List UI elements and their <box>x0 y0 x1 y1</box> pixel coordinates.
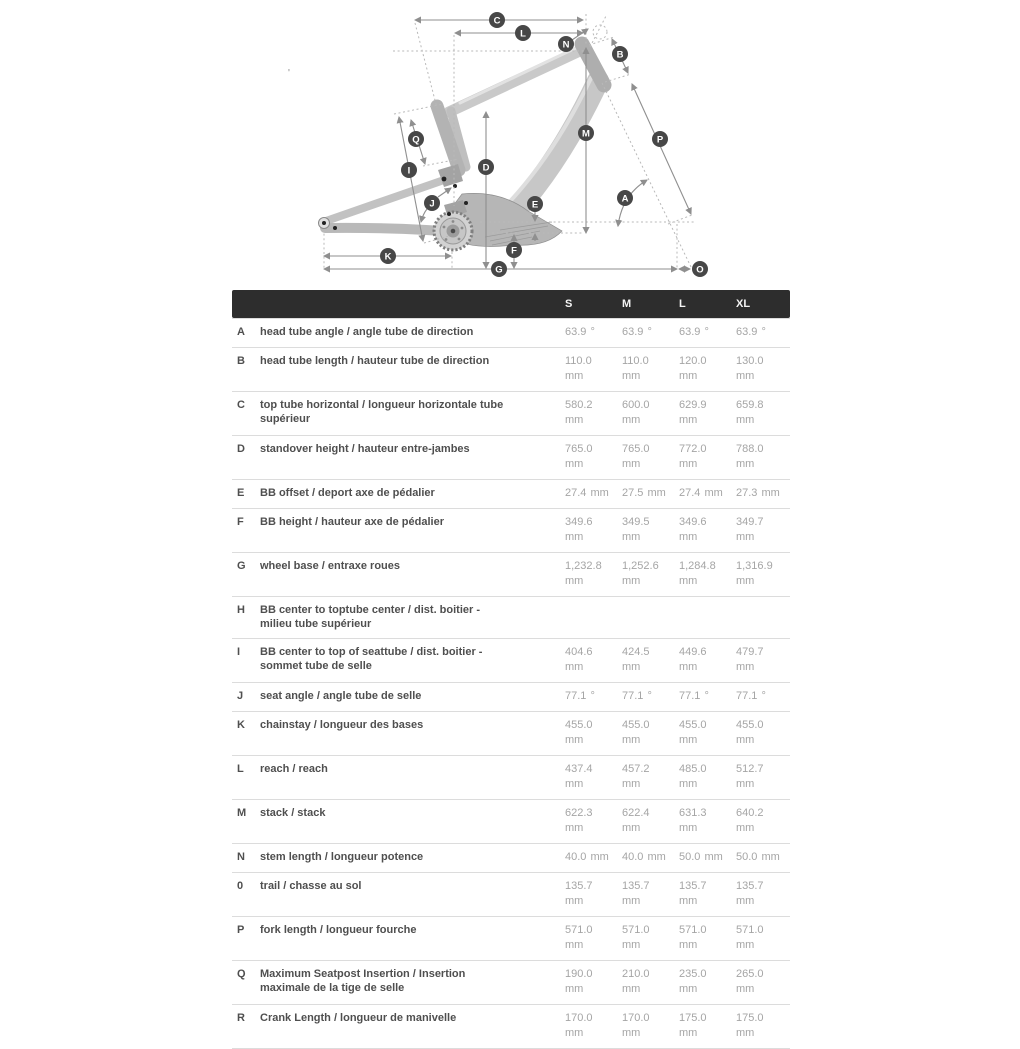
row-value-xl: 1,316.9 mm <box>736 560 773 587</box>
svg-text:Q: Q <box>412 134 420 146</box>
row-value-s: 404.6 mm <box>565 646 593 673</box>
row-letter: R <box>237 1012 245 1024</box>
geometry-table-header <box>232 290 790 318</box>
row-value-m: 77.1 ° <box>622 690 652 702</box>
row-value-l: 120.0 mm <box>679 355 707 382</box>
diagram-label-d <box>478 159 494 175</box>
row-value-l: 485.0 mm <box>679 763 707 790</box>
svg-text:G: G <box>495 264 503 276</box>
row-value-s: 622.3 mm <box>565 807 593 834</box>
row-value-m: 110.0 mm <box>622 355 649 382</box>
table-row <box>232 318 790 347</box>
svg-text:B: B <box>616 49 624 61</box>
row-value-xl: 479.7 mm <box>736 646 764 673</box>
table-row <box>232 435 790 479</box>
row-value-xl: 265.0 mm <box>736 968 764 995</box>
bike-geometry-diagram <box>0 0 1020 290</box>
row-value-l: 349.6 mm <box>679 516 707 543</box>
row-letter: J <box>237 690 244 702</box>
row-value-m: 40.0 mm <box>622 851 666 863</box>
row-value-l: 772.0 mm <box>679 443 707 470</box>
row-value-xl: 27.3 mm <box>736 487 780 499</box>
row-value-m: 210.0 mm <box>622 968 650 995</box>
handlebar-guide-circle <box>593 25 607 39</box>
row-value-s: 77.1 ° <box>565 690 595 702</box>
diagram-label-b <box>612 46 628 62</box>
row-description: stem length / longueur potence <box>260 851 424 863</box>
row-value-l: 135.7 mm <box>679 880 707 907</box>
row-letter: E <box>237 487 245 499</box>
row-value-l <box>679 603 736 631</box>
row-value-l: 449.6 mm <box>679 646 707 673</box>
table-row <box>232 843 790 872</box>
row-value-m: 1,252.6 mm <box>622 560 659 587</box>
table-row <box>232 479 790 508</box>
svg-text:J: J <box>429 198 435 210</box>
row-value-xl: 455.0 mm <box>736 719 764 746</box>
column-header-xl: XL <box>736 298 751 310</box>
row-value-m: 457.2 mm <box>622 763 650 790</box>
row-value-m: 349.5 mm <box>622 516 650 543</box>
chainring <box>434 212 472 250</box>
table-row <box>232 638 790 682</box>
row-value-m: 622.4 mm <box>622 807 650 834</box>
geometry-table <box>232 290 790 1049</box>
column-header-m: M <box>622 298 632 310</box>
row-value-xl: 349.7 mm <box>736 516 764 543</box>
row-value-s: 135.7 mm <box>565 880 593 907</box>
frame-silhouette <box>319 44 605 250</box>
seat-axis-guide <box>415 23 437 108</box>
row-letter: L <box>237 763 244 775</box>
table-row <box>232 508 790 552</box>
table-row <box>232 960 790 1004</box>
row-value-s: 40.0 mm <box>565 851 609 863</box>
row-value-l: 77.1 ° <box>679 690 709 702</box>
stray-mark: ' <box>288 68 290 79</box>
geometry-diagram-svg <box>0 0 1020 290</box>
row-value-s: 349.6 mm <box>565 516 593 543</box>
row-letter: 0 <box>237 880 244 892</box>
row-value-s: 765.0 mm <box>565 443 593 470</box>
fork-bottom-tick <box>668 215 692 224</box>
row-value-m <box>622 603 679 631</box>
row-value-l: 27.4 mm <box>679 487 723 499</box>
svg-text:O: O <box>696 264 704 276</box>
row-value-l: 629.9 mm <box>679 399 707 426</box>
table-row <box>232 711 790 755</box>
svg-text:N: N <box>562 39 570 51</box>
table-row <box>232 1004 790 1048</box>
svg-text:A: A <box>621 193 629 205</box>
row-description: fork length / longueur fourche <box>260 924 417 936</box>
row-letter: I <box>237 646 241 658</box>
row-value-s: 110.0 mm <box>565 355 592 382</box>
row-description: top tube horizontal / longueur horizontale tube supérieur <box>260 399 504 425</box>
row-value-xl: 135.7 mm <box>736 880 764 907</box>
diagram-label-c <box>489 12 505 28</box>
svg-text:I: I <box>407 165 411 177</box>
row-value-l: 455.0 mm <box>679 719 707 746</box>
table-row <box>232 682 790 711</box>
diagram-label-j <box>424 195 440 211</box>
row-value-m: 455.0 mm <box>622 719 650 746</box>
row-value-s: 571.0 mm <box>565 924 593 951</box>
row-value-m: 170.0 mm <box>622 1012 650 1039</box>
row-value-xl: 175.0 mm <box>736 1012 764 1039</box>
row-value-m: 571.0 mm <box>622 924 650 951</box>
row-letter: C <box>237 399 245 411</box>
row-value-s: 190.0 mm <box>565 968 593 995</box>
row-letter: F <box>237 516 244 528</box>
row-description: trail / chasse au sol <box>260 880 362 892</box>
diagram-label-q <box>408 131 424 147</box>
svg-text:C: C <box>493 15 501 27</box>
row-letter: D <box>237 443 245 455</box>
row-description: Crank Length / longueur de manivelle <box>260 1012 457 1024</box>
row-value-m: 600.0 mm <box>622 399 650 426</box>
row-description: standover height / hauteur entre-jambes <box>260 443 470 455</box>
row-value-l: 631.3 mm <box>679 807 707 834</box>
table-row <box>232 755 790 799</box>
row-value-l: 235.0 mm <box>679 968 707 995</box>
row-description: BB height / hauteur axe de pédalier <box>260 516 444 528</box>
frame-toptube <box>449 49 584 112</box>
row-value-s: 27.4 mm <box>565 487 609 499</box>
row-value-m: 135.7 mm <box>622 880 650 907</box>
row-letter: A <box>237 326 245 338</box>
row-value-l: 50.0 mm <box>679 851 723 863</box>
column-header-s: S <box>565 298 573 310</box>
row-description: Maximum Seatpost Insertion / Insertion maximale de la tige de selle <box>260 968 466 994</box>
row-value-xl: 63.9 ° <box>736 326 766 338</box>
diagram-label-i <box>401 162 417 178</box>
row-description: stack / stack <box>260 807 326 819</box>
svg-text:P: P <box>656 134 664 146</box>
row-value-xl: 640.2 mm <box>736 807 764 834</box>
row-value-xl <box>736 603 790 631</box>
diagram-label-f <box>506 242 522 258</box>
row-value-l: 175.0 mm <box>679 1012 707 1039</box>
row-value-xl: 50.0 mm <box>736 851 780 863</box>
row-letter: H <box>237 604 245 616</box>
row-value-s: 580.2 mm <box>565 399 593 426</box>
svg-text:L: L <box>520 28 526 40</box>
row-letter: K <box>237 719 245 731</box>
table-row <box>232 596 790 638</box>
row-letter: G <box>237 560 246 572</box>
svg-text:D: D <box>482 162 490 174</box>
row-description: BB offset / deport axe de pédalier <box>260 487 435 499</box>
table-row <box>232 799 790 843</box>
row-description: wheel base / entraxe roues <box>260 560 401 572</box>
diagram-label-m <box>578 125 594 141</box>
diagram-label-k <box>380 248 396 264</box>
table-row <box>232 391 790 435</box>
row-value-s: 1,232.8 mm <box>565 560 602 587</box>
row-value-s: 170.0 mm <box>565 1012 593 1039</box>
row-letter: B <box>237 355 245 367</box>
dim-fork-p <box>632 84 691 214</box>
row-value-xl: 512.7 mm <box>736 763 764 790</box>
row-value-s: 63.9 ° <box>565 326 595 338</box>
diagram-label-a <box>617 190 633 206</box>
row-description: reach / reach <box>260 763 328 775</box>
svg-text:M: M <box>582 128 590 140</box>
table-row <box>232 872 790 916</box>
table-row <box>232 347 790 391</box>
row-value-m: 424.5 mm <box>622 646 650 673</box>
row-value-m: 765.0 mm <box>622 443 650 470</box>
diagram-label-e <box>527 196 543 212</box>
row-value-xl: 130.0 mm <box>736 355 764 382</box>
row-value-l: 571.0 mm <box>679 924 707 951</box>
geometry-table-rows <box>232 318 790 1049</box>
diagram-label-g <box>491 261 507 277</box>
diagram-label-p <box>652 131 668 147</box>
row-value-s: 437.4 mm <box>565 763 593 790</box>
dim-seatangle-j-arrow <box>438 188 451 197</box>
table-row <box>232 552 790 596</box>
column-header-l: L <box>679 298 686 310</box>
row-description: BB center to toptube center / dist. boitier - milieu tube supérieur <box>260 604 481 630</box>
steering-axis-guide <box>602 83 692 269</box>
frame-headtube <box>582 44 604 85</box>
svg-text:E: E <box>531 199 539 211</box>
diagram-label-o <box>692 261 708 277</box>
row-value-m: 27.5 mm <box>622 487 666 499</box>
row-value-xl: 659.8 mm <box>736 399 764 426</box>
svg-text:K: K <box>384 251 392 263</box>
row-letter: Q <box>237 968 246 980</box>
row-value-m: 63.9 ° <box>622 326 652 338</box>
row-letter: M <box>237 807 247 819</box>
dim-seatangle-j-arc <box>421 209 427 222</box>
diagram-label-l <box>515 25 531 41</box>
diagram-label-n <box>558 36 574 52</box>
frame-toptube-highlight <box>460 46 580 103</box>
row-letter: P <box>237 924 245 936</box>
row-description: seat angle / angle tube de selle <box>260 690 422 702</box>
row-value-xl: 77.1 ° <box>736 690 766 702</box>
row-description: BB center to top of seattube / dist. boitier - sommet tube de selle <box>260 646 483 672</box>
row-value-s: 455.0 mm <box>565 719 593 746</box>
row-value-xl: 571.0 mm <box>736 924 764 951</box>
row-value-l: 63.9 ° <box>679 326 709 338</box>
row-description: chainstay / longueur des bases <box>260 719 424 731</box>
row-description: head tube length / hauteur tube de direction <box>260 355 490 367</box>
svg-text:F: F <box>511 245 517 257</box>
row-value-s <box>565 603 622 631</box>
row-value-xl: 788.0 mm <box>736 443 764 470</box>
row-description: head tube angle / angle tube de direction <box>260 326 474 338</box>
row-value-l: 1,284.8 mm <box>679 560 716 587</box>
row-letter: N <box>237 851 245 863</box>
table-row <box>232 916 790 960</box>
